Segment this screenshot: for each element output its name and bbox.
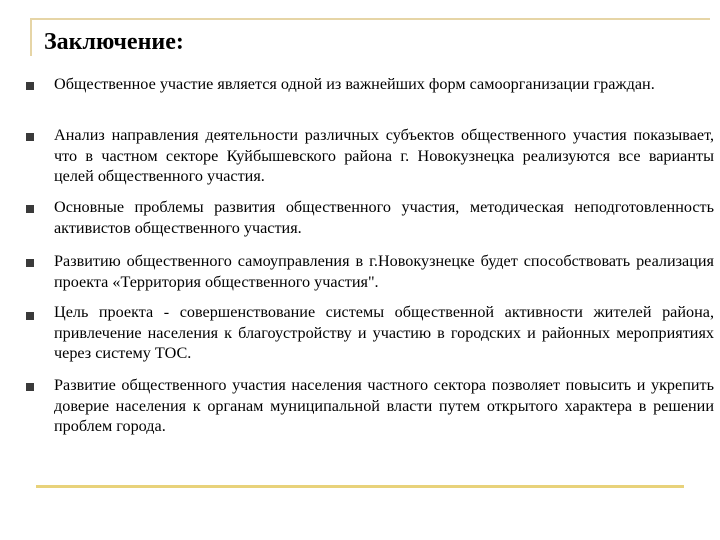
bottom-divider-line (36, 485, 684, 488)
square-bullet-icon (26, 312, 34, 320)
list-item-text: Развитию общественного самоуправления в г.Новокузнецке будет способствовать реализация проекта «Территория общественного участия". (54, 252, 714, 291)
square-bullet-icon (26, 82, 34, 90)
list-item-text: Основные проблемы развития общественного участия, методическая неподготовленность активистов общественного участия. (54, 198, 714, 237)
list-item-text: Развитие общественного участия населения частного сектора позволяет повысить и укрепить доверие населения к органам муниципальной власти путем открытого характера в решении проблем города. (54, 376, 714, 435)
list-item-text: Цель проекта - совершенствование системы общественной активности жителей района, привлечение населения к благоустройству и участию в городских и районных мероприятиях через систему ТОС. (54, 303, 714, 362)
top-frame-line (30, 18, 710, 20)
square-bullet-icon (26, 205, 34, 213)
list-item-text: Общественное участие является одной из важнейших форм самоорганизации граждан. (54, 75, 655, 93)
list-item-text: Анализ направления деятельности различных субъектов общественного участия показывает, что в частном секторе Куйбышевского района г. Новокузнецка реализуются все варианты целей общественного участия. (54, 126, 714, 185)
slide-title: Заключение: (44, 29, 184, 55)
square-bullet-icon (26, 133, 34, 141)
square-bullet-icon (26, 259, 34, 267)
left-frame-line (30, 18, 32, 56)
square-bullet-icon (26, 383, 34, 391)
